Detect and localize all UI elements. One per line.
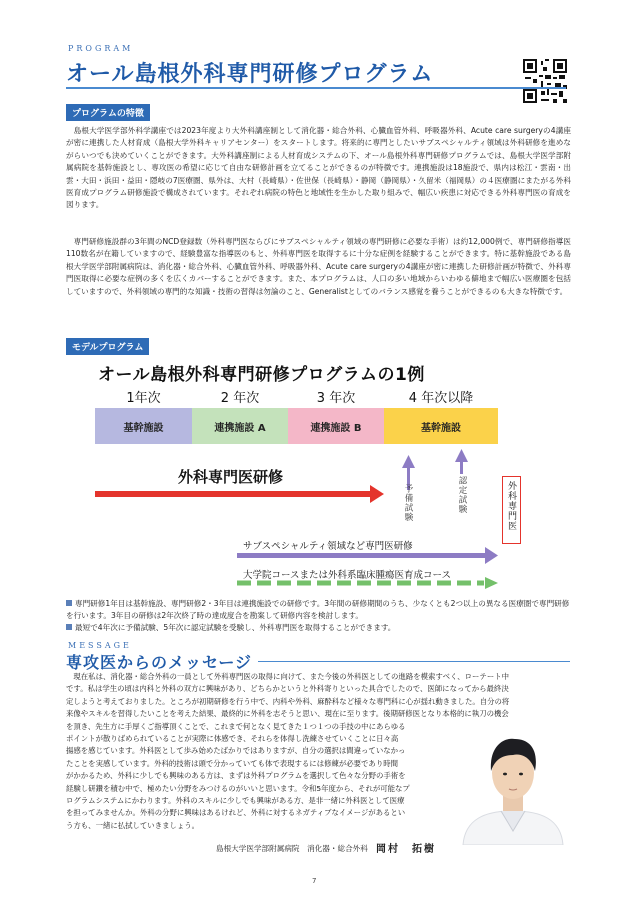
model-tag: モデルプログラム — [66, 338, 149, 355]
cell-year-4-label: 基幹施設 — [421, 422, 461, 434]
message-line: 現在私は、消化器・総合外科の一員として外科専門医の取得に向けて、また今後の外科医としての進路を模索すべく、ローテート中 — [66, 672, 509, 681]
exam2-arrow-head — [455, 449, 468, 462]
message-line: ポイントが散りばめられていることが実際に体感でき、それらを体得し洗練させていくことに日々高 — [66, 734, 399, 744]
surgery-training-label: 外科専門医研修 — [178, 468, 284, 486]
message-line: です。私は学生の頃は内科と外科の双方に興味があり、どちらかというと外科寄りといった具合でしたので、医師になってから最終決 — [66, 684, 509, 694]
signature-name: 岡村 拓樹 — [376, 844, 436, 855]
exam1-label: 予備試験 — [403, 484, 413, 522]
specialist-label: 外科専門医 — [506, 481, 516, 531]
portrait-photo — [455, 727, 571, 845]
doctor-portrait-icon — [455, 727, 571, 845]
subspecialty-label: サブスペシャルティ領域など専門医研修 — [243, 541, 413, 552]
purple-arrow-shaft — [237, 553, 487, 558]
red-arrow-shaft — [95, 491, 372, 497]
message-line: がかかるため、外科に少しでも興味のある方は、まずは外科プログラムを選択して色々な分野の手術を — [66, 771, 406, 781]
message-line: を頂き、先生方に手厚くご指導頂くことで、これまで何となく見てきた１つ１つの手技の中にあらゆる — [66, 721, 406, 731]
cell-year-2-label: 連携施設 A — [214, 422, 266, 434]
message-title: 専攻医からのメッセージ — [66, 653, 253, 672]
year-4-label: 4 年次以降 — [408, 391, 474, 406]
model-note-2-text: 最短で4年次に予備試験、5年次に認定試験を受験し、外科専門医を取得することができます。 — [75, 623, 396, 632]
cell-year-3-label: 連携施設 B — [310, 422, 362, 434]
message-eyebrow: MESSAGE — [68, 641, 132, 650]
model-note-2 — [66, 622, 571, 634]
message-line: ログラムシステムにかわります。外科のスキルに少しでも興味がある方、是非一緒に外科医として医療 — [66, 796, 405, 806]
message-line: う方も、一緒に払拭していきましょう。 — [66, 820, 200, 830]
message-line: たことを実感しています。外科的技術は頭で分かっていても体で表現するには修練が必要であり時間 — [66, 758, 398, 768]
model-note-1 — [66, 598, 571, 622]
bullet-square-icon — [66, 600, 72, 606]
year-2-label: 2 年次 — [220, 391, 260, 406]
page-title: オール島根外科専門研修プログラム — [66, 61, 434, 87]
signature-affiliation: 島根大学医学部附属病院 消化器・総合外科 — [216, 844, 368, 853]
message-title-rule — [258, 661, 570, 662]
features-tag: プログラムの特徴 — [66, 104, 150, 121]
message-line: 来像やスキルを習得したいことを考えた結果、最終的に外科を志そうと思い、現在に至ります。後期研修医となり本格的に執刀の機会 — [66, 709, 509, 719]
model-title: オール島根外科専門研修プログラムの1例 — [98, 365, 425, 385]
message-line: 定しようと考えておりました。ところが初期研修を行う中で、内科や外科、麻酔科など様々な専門科に心が揺れ動きました。自分の将 — [66, 696, 510, 706]
year-3-label: 3 年次 — [316, 391, 356, 406]
exam2-label: 認定試験 — [457, 476, 467, 514]
green-arrow-head — [485, 577, 498, 589]
cell-year-1-label: 基幹施設 — [123, 422, 164, 434]
graduate-course-label: 大学院コースまたは外科系臨床腫瘍医育成コース — [243, 570, 452, 581]
model-note-1-text: 専門研修1年目は基幹施設、専門研修2・3年目は連携施設での研修です。3年間の研修期間のうち、少なくとも2つ以上の異なる医療圏で専門研修を行います。3年目の研修は2年次終了時の達成度合を勘案して研修内容を検討します。 — [66, 599, 570, 620]
exam2-arrow-shaft — [460, 460, 463, 474]
message-line: を担ってみませんか。外科の分野に興味はあるけれど、外科に対するネガティブなイメージがあるとい — [66, 808, 406, 818]
bullet-square-icon — [66, 624, 72, 630]
features-paragraph-2: 専門研修施設群の3年間のNCD登録数（外科専門医ならびにサブスペシャルティ領域の専門研修に必要な手術）は約12,000例で、専門研修指導医110数名が在籍していますので、経験豊富な指導医のもと、外科専門医を取得するに十分な症例を経験することができます。特に基幹施設である島根大学医学部附属病院は、消化器・総合外科、心臓血管外科、呼吸器外科、Acute care surgeryの4講座が密に連携した研修計画が特徴で、外科専門医取得に必要な症例の多くを広くカバーすることができます。また、本プログラムは、人口の多い地域からいわゆる僻地まで幅広い医療圏を包括していますので、外科領域の専門的な知識・技術の習得は勿論のこと、Generalistとしてのバランス感覚を養うことができるのも大きな特徴です。 — [66, 237, 571, 296]
red-arrow-head — [370, 485, 384, 503]
page-number: 7 — [312, 877, 317, 885]
message-line: 揚感を感じています。外科医として歩み始めたばかりではありますが、自分の選択は間違っていなかっ — [66, 746, 406, 756]
message-line: 経験し研鑽を積む中で、極めたい分野をみつけるのがいいと思います。令和5年度から、それが可能なプ — [66, 783, 410, 793]
exam1-arrow-head — [402, 455, 415, 468]
year-1-label: 1年次 — [126, 391, 161, 406]
features-paragraph-1: 島根大学医学部外科学講座では2023年度より大外科講座制として消化器・総合外科、心臓血管外科、呼吸器外科、Acute care surgeryの4講座が密に連携した人材育成（島根大学外科キャリアセンター）をスタートします。将来的に専門としたいサブスペシャルティ領域は外科研修を進めながらいつでも決めていくことができます。大外科講座制による人材育成システムの下、オール島根外科専門研修プログラムでは、島根大学医学部附属病院を基幹施設とし、専攻医の希望に応じて自由な研修計画を立てることができるのが特徴です。連携施設は18施設で、県内は松江・雲南・出雲・大田・浜田・益田・隠岐の7医療圏、県外は、大村（長崎県）・佐世保（長崎県）・静岡（静岡県）・久留米（福岡県）の４医療圏にまたがる外科医育成プログラム研修施設で構成されています。それぞれ病院の特色と地域性を生かした取り組みで、幅広い疾患に対応できる外科専門医の育成を図ります。 — [66, 126, 571, 210]
purple-arrow-head — [485, 547, 498, 564]
section-eyebrow: PROGRAM — [68, 44, 134, 53]
specialist-box — [502, 476, 521, 544]
